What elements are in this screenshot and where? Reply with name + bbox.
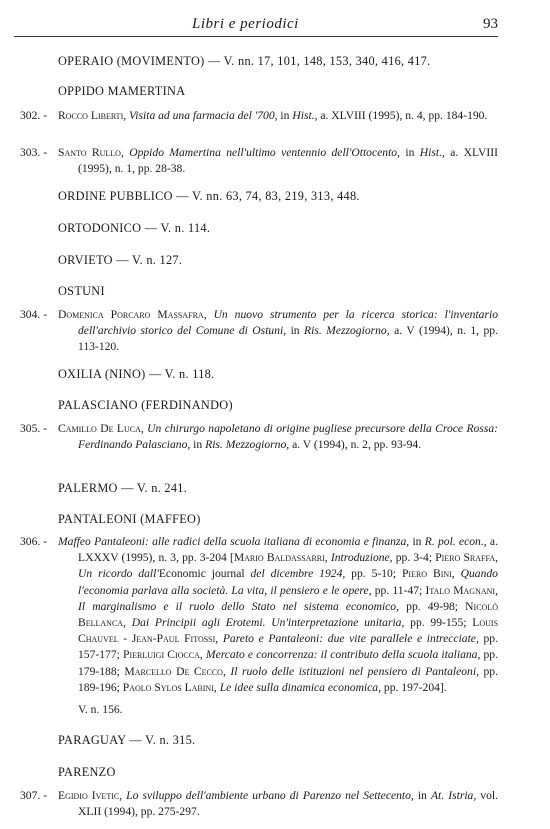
heading-ortodonico: ORTODONICO — V. n. 114. — [58, 221, 211, 235]
heading-orvieto: ORVIETO — V. n. 127. — [58, 253, 183, 267]
page-number: 93 — [483, 16, 498, 32]
entry-title: Un chirurgo napoletano di origine pugliese precursore della Croce Rossa: Ferdinando Palasciano, — [78, 422, 499, 452]
entry-journal: Hist., — [292, 109, 318, 122]
entry-journal: Ris. Mezzogiorno, — [304, 324, 390, 338]
entry-author: Rocco Liberti, — [58, 109, 127, 122]
entry-306: 306. - Maffeo Pantaleoni: alle radici della scuola italiana di economia e finanza, in R. pol. econ., a. LXXXV (1995), n. 3, pp. 3-204 [Mario Baldassarri, Introduzione, pp. 3-4; Piero Sraffa, Un ricordo dall'Economic journal del dicembre 1924, pp. 5-10; Piero Bini, Quando l'economia parlava alla società. La vita, il pensiero e le opere, pp. 11-47; Italo Magnani, Il marginalismo e il ruolo dello Stato nel sistema economico, pp. 49-98; Nicolò Bellanca, Dai Principii agli Erotemi. Un'interpretazione unitaria, pp. 99-155; Louis Chauvel - Jean-Paul Fitossi, Pareto e Pantaleoni: due vite parallele e intrecciate, pp. 157-177; Pierluigi Ciocca, Mercato e concorrenza: il contributo della scuola italiana, pp. 179-188; Marcello De Cecco, Il ruolo delle istituzioni nel pensiero di Pantaleoni, pp. 189-196; Paolo Sylos Labini, Le idee sulla dinamica economica, pp. 197-204]. — [20, 535, 499, 694]
heading-ordine-pubblico: ORDINE PUBBLICO — V. nn. 63, 74, 83, 219, 313, 448. — [58, 189, 360, 203]
entry-details: vol. XLII (1994), pp. 275-297. — [78, 789, 499, 819]
heading-ostuni: OSTUNI — [58, 284, 105, 298]
entry-307: 307. - Egidio Ivetic, Lo sviluppo dell'ambiente urbano di Parenzo nel Settecento, in At. Istria, vol. XLII (1994), pp. 275-297. — [20, 789, 499, 819]
entry-number: 305. - — [20, 422, 48, 435]
entry-number: 307. - — [20, 789, 48, 802]
entry-303: 303. - Santo Rullo, Oppido Mamertina nell'ultimo ventennio dell'Ottocento, in Hist., a. XLVIII (1995), n. 1, pp. 28-38. — [20, 146, 498, 176]
entry-author: Camillo De Luca, — [58, 422, 144, 435]
entry-title: Lo sviluppo dell'ambiente urbano di Parenzo nel Settecento, — [126, 789, 414, 802]
entry-number: 303. - — [20, 146, 48, 159]
entry-journal: At. Istria, — [430, 789, 477, 802]
entry-302: 302. - Rocco Liberti, Visita ad una farmacia del '700, in Hist., a. XLVIII (1995), n. 4, pp. 184-190. — [20, 108, 498, 124]
heading-paraguay: PARAGUAY — V. n. 315. — [58, 733, 196, 747]
entry-author: Domenica Porcaro Massafra, — [58, 308, 207, 321]
entry-title: Un nuovo strumento per la ricerca storica: l'inventario dell'archivio storico del Comune di Ostuni, — [78, 308, 498, 338]
entry-number: 302. - — [20, 109, 48, 122]
heading-pantaleoni: PANTALEONI (MAFFEO) — [58, 512, 201, 526]
heading-palermo: PALERMO — V. n. 241. — [58, 481, 188, 495]
entry-journal: Hist., — [419, 146, 445, 159]
entry-number: 306. - — [20, 535, 48, 548]
entry-journal: Ris. Mezzogiorno, — [205, 438, 290, 452]
entry-details: a. V (1994), n. 1, pp. 113-120. — [78, 324, 498, 354]
see-also: V. n. 156. — [78, 703, 123, 716]
entry-title: Oppido Mamertina nell'ultimo ventennio dell'Ottocento, — [129, 146, 400, 159]
entry-details: a. XLVIII (1995), n. 4, pp. 184-190. — [317, 109, 488, 122]
entry-author: Santo Rullo, — [58, 146, 124, 159]
entry-304: 304. - Domenica Porcaro Massafra, Un nuovo strumento per la ricerca storica: l'inventario dell'archivio storico del Comune di Ostuni, in Ris. Mezzogiorno, a. V (1994), n. 1, pp. 113-120. — [20, 308, 498, 354]
entry-details: a. V (1994), n. 2, pp. 93-94. — [289, 438, 422, 452]
heading-oxilia: OXILIA (NINO) — V. n. 118. — [58, 367, 215, 381]
heading-parenzo: PARENZO — [58, 765, 116, 779]
entry-number: 304. - — [20, 308, 48, 321]
heading-operaio: OPERAIO (MOVIMENTO) — V. nn. 17, 101, 148, 153, 340, 416, 417. — [58, 54, 431, 68]
running-header — [14, 14, 498, 37]
heading-oppido-mamertina: OPPIDO MAMERTINA — [58, 84, 186, 98]
running-title: Libri e periodici — [192, 16, 299, 32]
entry-title: Visita ad una farmacia del '700, — [129, 109, 278, 122]
heading-palasciano: PALASCIANO (FERDINANDO) — [58, 398, 233, 412]
entry-details: a. XLVIII (1995), n. 1, pp. 28-38. — [78, 146, 498, 176]
entry-author: Egidio Ivetic, — [58, 789, 123, 802]
entry-305: 305. - Camillo De Luca, Un chirurgo napoletano di origine pugliese precursore della Croce Rossa: Ferdinando Palasciano, in Ris. Mezzogiorno, a. V (1994), n. 2, pp. 93-94. — [20, 422, 499, 452]
